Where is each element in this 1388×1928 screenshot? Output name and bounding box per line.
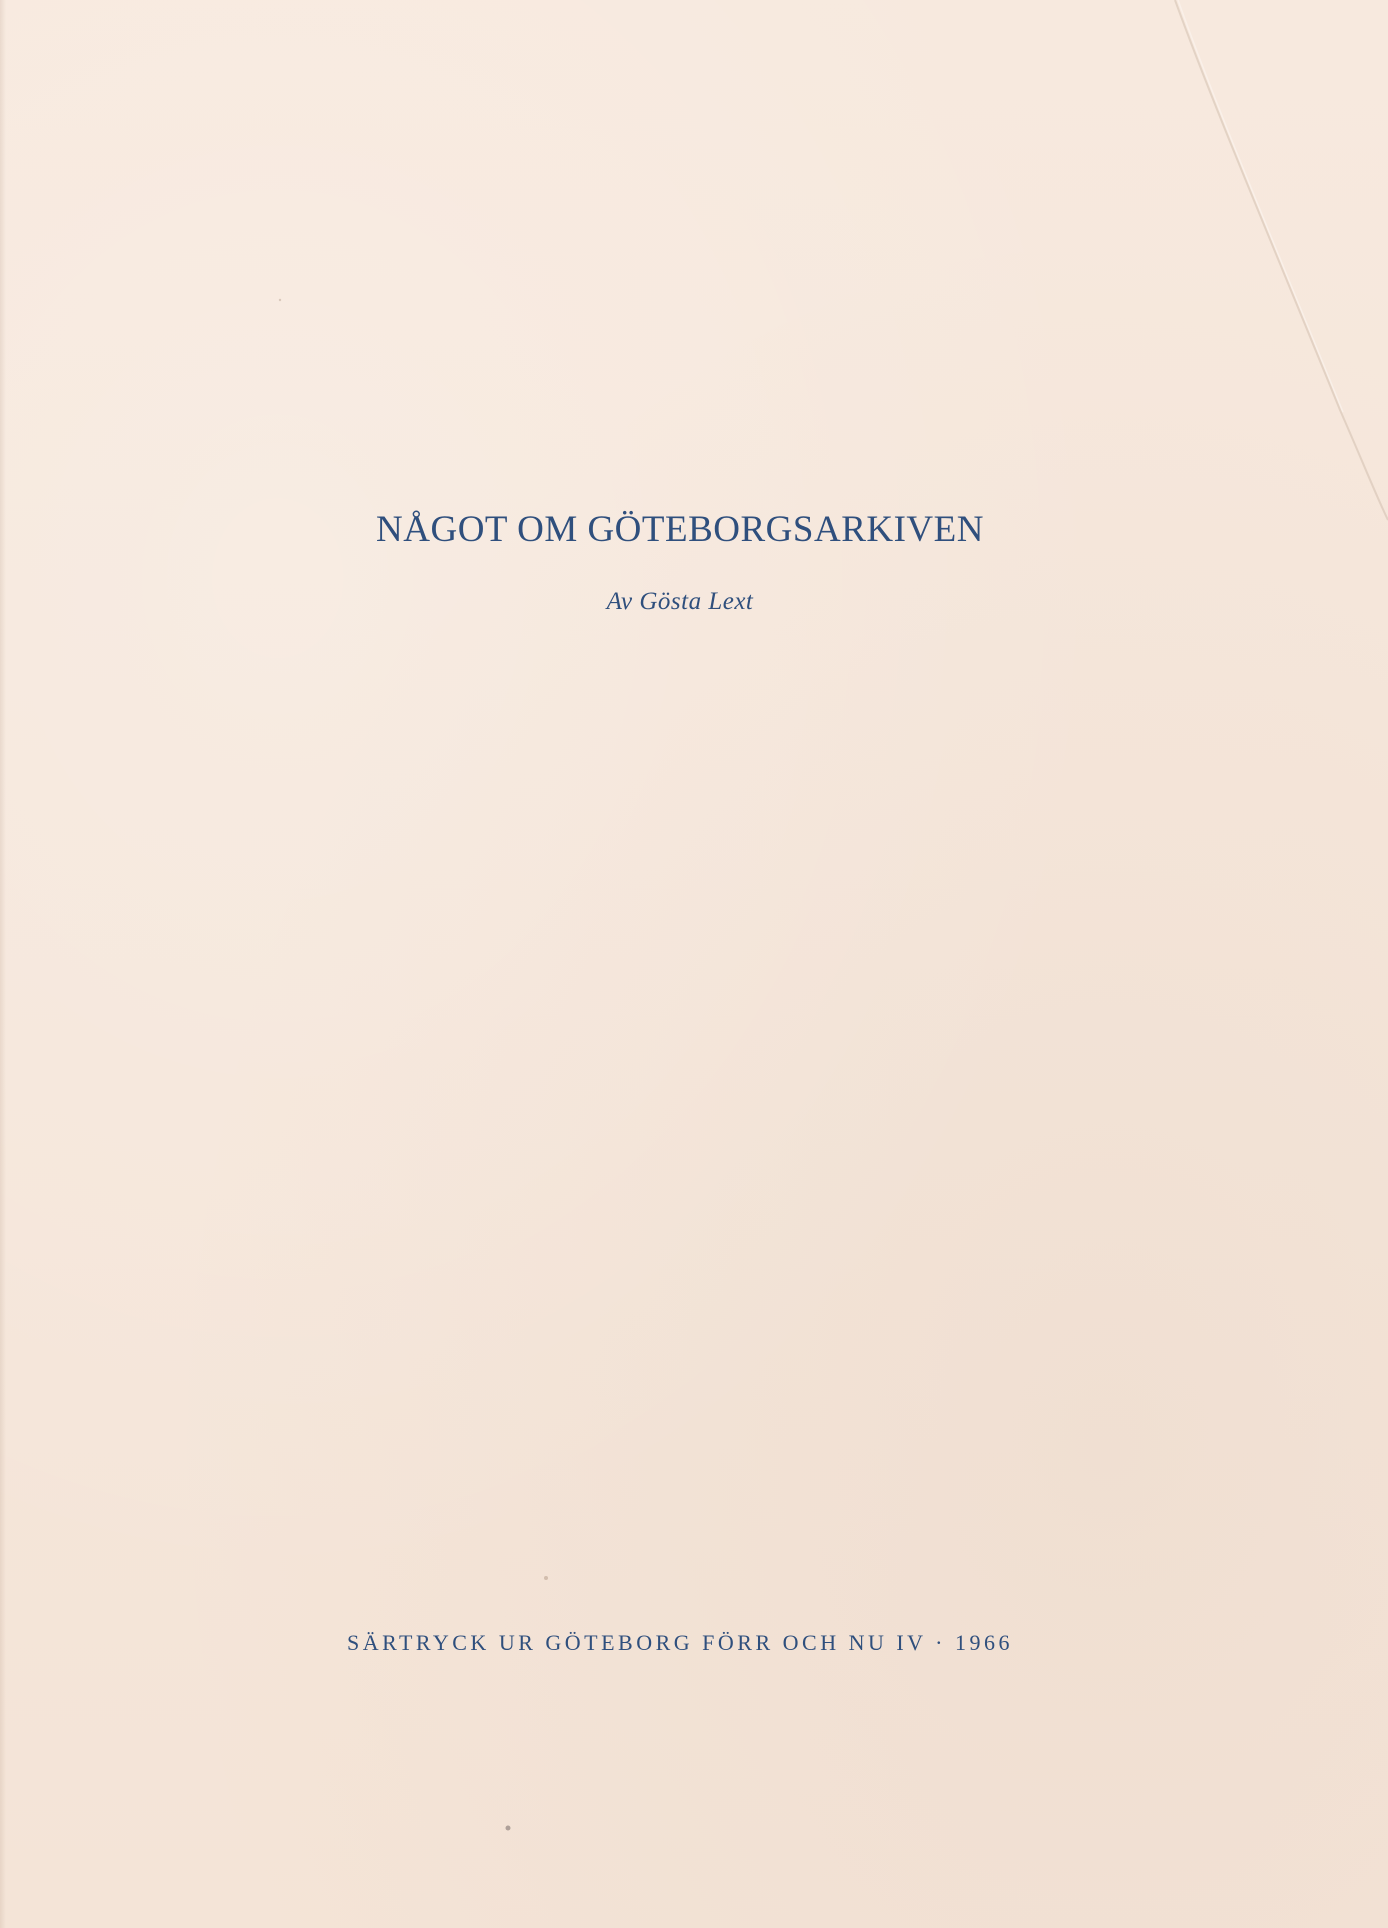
document-title: NÅGOT OM GÖTEBORGSARKIVEN — [376, 509, 984, 550]
publication-footer: SÄRTRYCK UR GÖTEBORG FÖRR OCH NU IV · 1966 — [347, 1630, 1013, 1655]
document-author: Av Gösta Lext — [606, 588, 754, 615]
